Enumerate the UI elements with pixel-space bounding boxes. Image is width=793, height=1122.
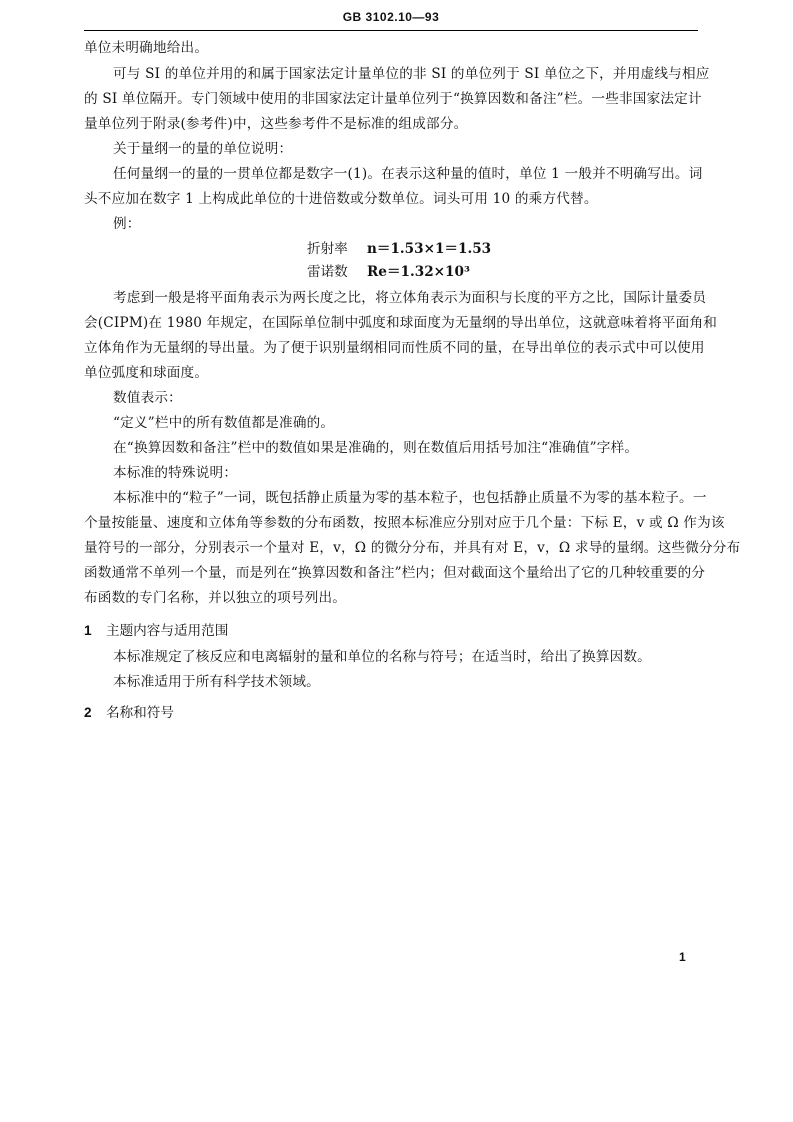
text-line: 在“换算因数和备注”栏中的数值如果是准确的，则在数值后用括号加注“准确值”字样。 bbox=[113, 440, 639, 456]
example-refractive-index bbox=[307, 239, 491, 259]
text-line: 量单位列于附录(参考件)中，这些参考件不是标准的组成部分。 bbox=[84, 116, 468, 132]
text-line: 考虑到一般是将平面角表示为两长度之比，将立体角表示为面积与长度的平方之比，国际计量委员 bbox=[113, 290, 707, 306]
text-line: 本标准适用于所有科学技术领域。 bbox=[113, 674, 320, 690]
text-line: 布函数的专门名称，并以独立的项号列出。 bbox=[84, 590, 347, 606]
section-number: 2 bbox=[84, 705, 92, 720]
section-title: 名称和符号 bbox=[106, 705, 174, 720]
example-label: 雷诺数 bbox=[307, 264, 348, 280]
page-header: GB 3102.10—93 bbox=[342, 10, 440, 24]
text-line: 个量按能量、速度和立体角等参数的分布函数，按照本标准应分别对应于几个量：下标 E，v 或 Ω 作为该 bbox=[84, 515, 725, 531]
header-rule bbox=[84, 30, 698, 31]
example-reynolds-number bbox=[307, 262, 470, 282]
example-formula: n＝1.53×1＝1.53 bbox=[367, 241, 492, 257]
section-heading-1 bbox=[84, 621, 228, 641]
section-heading-2 bbox=[84, 703, 174, 723]
section-title: 主题内容与适用范围 bbox=[106, 623, 229, 638]
text-line: 任何量纲一的量的一贯单位都是数字一(1)。在表示这种量的值时，单位 1 一般并不明确写出。词 bbox=[113, 166, 703, 182]
text-line: 单位弧度和球面度。 bbox=[84, 365, 209, 381]
text-line: 的 SI 单位隔开。专门领域中使用的非国家法定计量单位列于“换算因数和备注”栏。一些非国家法定计 bbox=[84, 91, 702, 107]
text-line: 函数通常不单列一个量，而是列在“换算因数和备注”栏内；但对截面这个量给出了它的几种较重要的分 bbox=[84, 565, 706, 581]
example-formula: Re＝1.32×10³ bbox=[367, 264, 470, 280]
text-line: 关于量纲一的量的单位说明： bbox=[113, 141, 293, 157]
page-number: 1 bbox=[679, 950, 686, 964]
text-line: 量符号的一部分，分别表示一个量对 E，v，Ω 的微分分布，并具有对 E，v，Ω 求导的量纲。这些微分分布 bbox=[84, 540, 741, 556]
text-line: 本标准中的“粒子”一词，既包括静止质量为零的基本粒子，也包括静止质量不为零的基本粒子。一 bbox=[113, 490, 707, 506]
text-line: 单位未明确地给出。 bbox=[84, 40, 209, 56]
text-line: 本标准规定了核反应和电离辐射的量和单位的名称与符号；在适当时，给出了换算因数。 bbox=[113, 649, 651, 665]
section-number: 1 bbox=[84, 623, 92, 638]
text-line: 例： bbox=[113, 216, 141, 232]
text-line: 可与 SI 的单位并用的和属于国家法定计量单位的非 SI 的单位列于 SI 单位之下，并用虚线与相应 bbox=[113, 66, 710, 82]
text-line: “定义”栏中的所有数值都是准确的。 bbox=[113, 415, 335, 431]
example-label: 折射率 bbox=[307, 241, 348, 257]
text-line: 数值表示： bbox=[113, 390, 182, 406]
text-line: 立体角作为无量纲的导出量。为了便于识别量纲相同而性质不同的量，在导出单位的表示式中可以使用 bbox=[84, 340, 705, 356]
text-line: 头不应加在数字 1 上构成此单位的十进倍数或分数单位。词头可用 10 的乘方代替。 bbox=[84, 191, 598, 207]
text-line: 本标准的特殊说明： bbox=[113, 465, 238, 481]
text-line: 会(CIPM)在 1980 年规定，在国际单位制中弧度和球面度为无量纲的导出单位，这就意味着将平面角和 bbox=[84, 315, 718, 331]
